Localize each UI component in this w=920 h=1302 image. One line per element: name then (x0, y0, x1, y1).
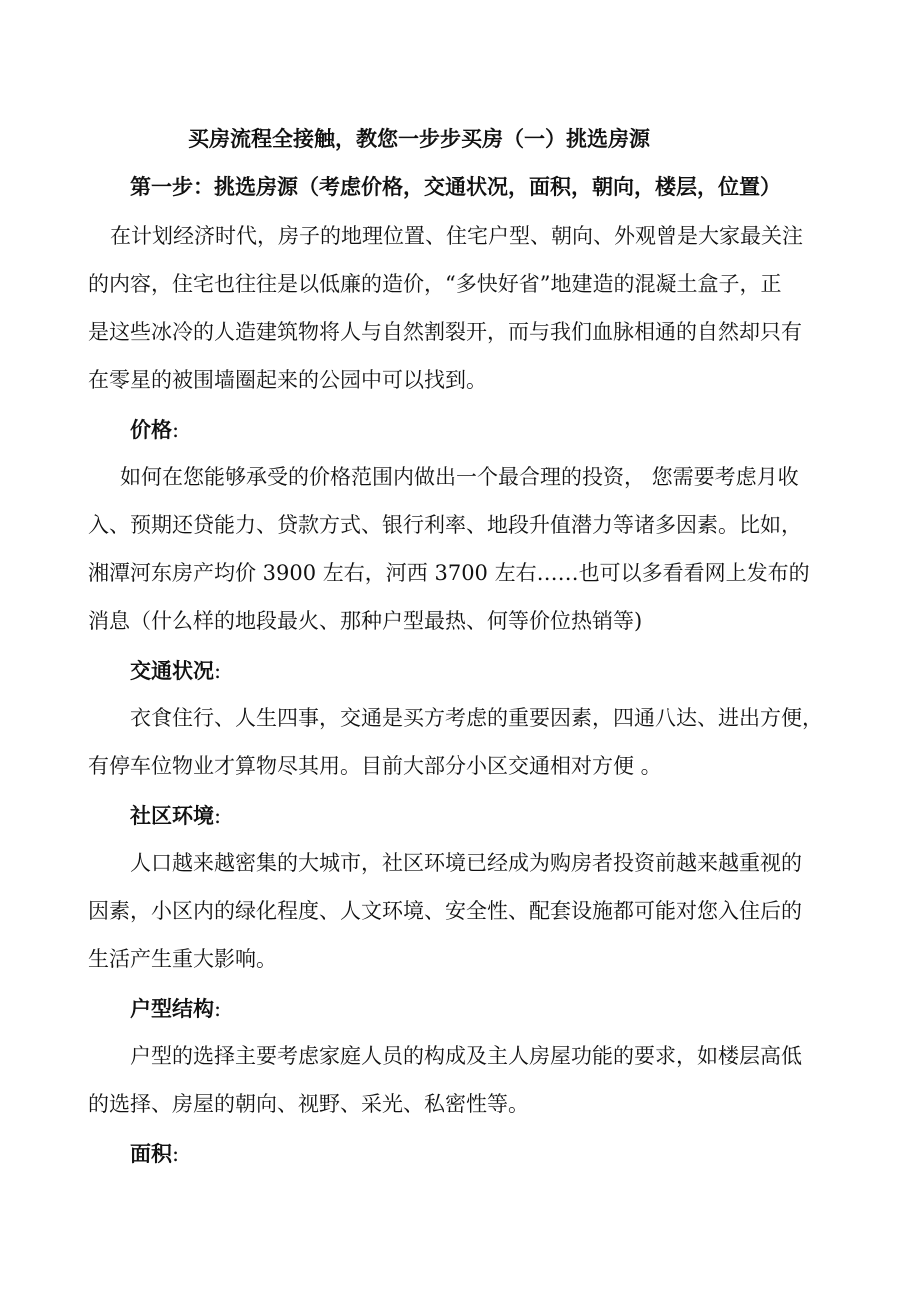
traffic-line: 有停车位物业才算物尽其用。目前大部分小区交通相对方便 。 (88, 754, 662, 778)
section-heading-colon: : (172, 418, 180, 442)
price-line: 入、预期还贷能力、贷款方式、银行利率、地段升值潜力等诸多因素。比如， (88, 513, 802, 537)
section-heading-traffic (130, 655, 221, 685)
section-heading-label: 户型结构 (130, 996, 214, 1021)
section-heading-price (130, 414, 179, 444)
community-line: 生活产生重大影响。 (88, 947, 277, 971)
intro-line: 在零星的被围墙圈起来的公园中可以找到。 (88, 368, 487, 392)
section-heading-label: 面积 (130, 1141, 172, 1166)
document-title: 买房流程全接触，教您一步步买房（一）挑选房源 (188, 126, 650, 151)
intro-line: 在计划经济时代，房子的地理位置、住宅户型、朝向、外观曾是大家最关注 (110, 224, 803, 248)
price-line: 如何在您能够承受的价格范围内做出一个最合理的投资， 您需要考虑月收 (120, 465, 799, 489)
section-heading-colon: : (214, 659, 222, 683)
intro-line: 是这些冰冷的人造建筑物将人与自然割裂开，而与我们血脉相通的自然却只有 (88, 320, 802, 344)
section-heading-colon: : (172, 1142, 180, 1166)
section-heading-area (130, 1138, 179, 1168)
section-heading-layout (130, 993, 221, 1023)
layout-line: 的选择、房屋的朝向、视野、采光、私密性等。 (88, 1092, 529, 1116)
traffic-line: 衣食住行、人生四事，交通是买方考虑的重要因素，四通八达、进出方便， (130, 706, 823, 730)
community-line: 人口越来越密集的大城市，社区环境已经成为购房者投资前越来越重视的 (130, 851, 802, 875)
section-heading-label: 社区环境 (130, 803, 214, 828)
section-heading-community (130, 800, 221, 830)
community-line: 因素，小区内的绿化程度、人文环境、安全性、配套设施都可能对您入住后的 (88, 899, 802, 923)
section-heading-colon: : (214, 997, 222, 1021)
section-heading-colon: : (214, 804, 222, 828)
section-heading-label: 交通状况 (130, 658, 214, 683)
price-line: 湘潭河东房产均价 3900 左右，河西 3700 左右……也可以多看看网上发布的 (88, 561, 810, 585)
step-heading: 第一步：挑选房源（考虑价格，交通状况，面积，朝向，楼层，位置） (130, 174, 781, 199)
section-heading-label: 价格 (130, 417, 172, 442)
layout-line: 户型的选择主要考虑家庭人员的构成及主人房屋功能的要求，如楼层高低 (130, 1044, 802, 1068)
price-line: 消息（什么样的地段最火、那种户型最热、何等价位热销等) (88, 609, 643, 633)
intro-line: 的内容，住宅也往往是以低廉的造价，“多快好省”地建造的混凝土盒子，正 (88, 272, 782, 296)
